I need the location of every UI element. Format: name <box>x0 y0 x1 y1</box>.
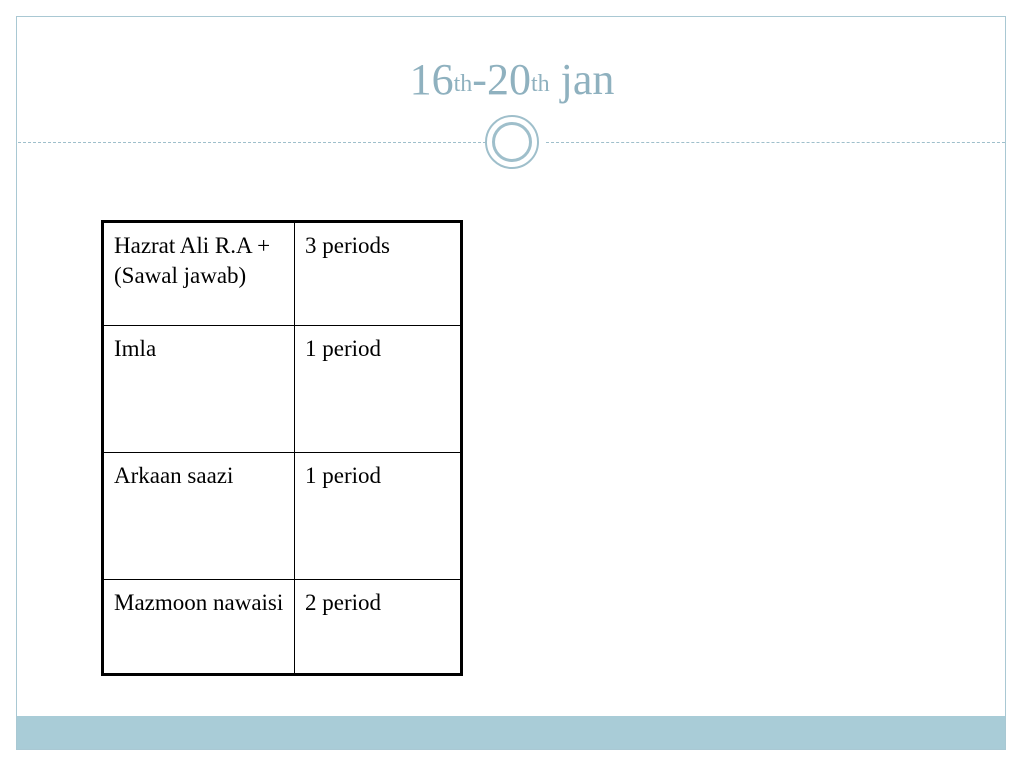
periods-cell: 1 period <box>295 326 462 453</box>
footer-bar <box>17 716 1005 749</box>
circle-ornament-inner <box>492 122 532 162</box>
schedule-table <box>101 220 463 676</box>
subject-cell: Imla <box>103 326 295 453</box>
periods-cell: 2 period <box>295 580 462 675</box>
title-separator: - <box>472 55 487 104</box>
table-row <box>103 222 462 326</box>
subject-cell: Mazmoon nawaisi <box>103 580 295 675</box>
periods-cell: 1 period <box>295 453 462 580</box>
table-row <box>103 453 462 580</box>
table-row <box>103 580 462 675</box>
subject-cell: Arkaan saazi <box>103 453 295 580</box>
periods-cell: 3 periods <box>295 222 462 326</box>
divider-left <box>18 142 486 143</box>
title-month: jan <box>549 55 615 104</box>
title-start-day: 16 <box>409 55 454 104</box>
divider-right <box>546 142 1005 143</box>
title-end-suffix: th <box>530 71 550 97</box>
slide-title <box>0 52 1024 108</box>
circle-ornament-icon <box>485 115 539 169</box>
title-end-day: 20 <box>486 55 531 104</box>
title-start-suffix: th <box>453 71 473 97</box>
table-row <box>103 326 462 453</box>
subject-cell: Hazrat Ali R.A + (Sawal jawab) <box>103 222 295 326</box>
